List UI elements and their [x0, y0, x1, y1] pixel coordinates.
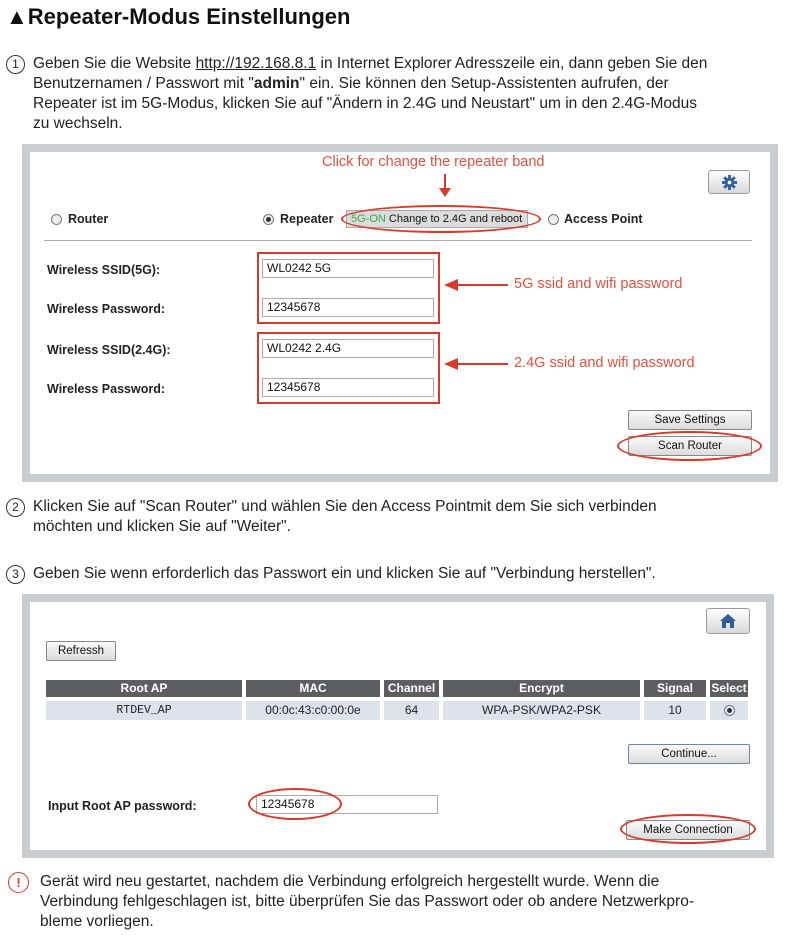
settings-button[interactable] — [708, 170, 750, 194]
step-number-2: 2 — [6, 498, 25, 517]
password-24g-label: Wireless Password: — [47, 382, 165, 396]
step-1-text: " ein. Sie können den Setup-Assistenten aufrufen, der — [299, 75, 669, 92]
access-point-label: Access Point — [564, 212, 643, 226]
warning-text: bleme vorliegen. — [40, 913, 154, 930]
table-cell-mac: 00:0c:43:c0:00:0e — [246, 701, 380, 720]
step-1 — [6, 54, 796, 140]
step-3-text: Geben Sie wenn erforderlich das Passwort ein und klicken Sie auf "Verbindung herstellen". — [33, 565, 656, 582]
page-title: ▲Repeater-Modus Einstellungen — [6, 4, 351, 29]
repeater-radio[interactable] — [263, 214, 274, 225]
router-radio[interactable] — [51, 214, 62, 225]
warning-text: Gerät wird neu gestartet, nachdem die Verbindung erfolgreich hergestellt wurde. Wenn die — [40, 873, 660, 890]
save-settings-button[interactable]: Save Settings — [628, 410, 752, 430]
password-highlight-ellipse — [248, 788, 342, 820]
step-2-text: möchten und klicken Sie auf "Weiter". — [33, 518, 291, 535]
ssid-5g-highlight — [257, 252, 440, 324]
table-header-root-ap: Root AP — [46, 680, 242, 697]
table-cell-signal: 10 — [644, 701, 706, 720]
step-1-text: zu wechseln. — [33, 115, 123, 132]
step-1-text: in Internet Explorer Adresszeile ein, dann geben Sie den — [316, 55, 708, 72]
step-2 — [6, 497, 796, 537]
step-2-text: Klicken Sie auf "Scan Router" und wählen Sie den Access Pointmit dem Sie sich verbinden — [33, 498, 657, 515]
admin-credential: admin — [253, 75, 300, 92]
table-cell-root-ap: RTDEV_AP — [46, 701, 242, 720]
refresh-button[interactable]: Refressh — [46, 641, 116, 661]
step-number-1: 1 — [6, 55, 25, 74]
table-header-channel: Channel — [384, 680, 439, 697]
table-cell-channel: 64 — [384, 701, 439, 720]
band-status: 5G-ON — [351, 213, 386, 225]
scan-highlight-ellipse — [617, 431, 762, 461]
table-cell-select — [710, 701, 748, 720]
password-24g-input[interactable]: 12345678 — [262, 378, 434, 397]
scan-router-button[interactable]: Scan Router — [628, 436, 752, 456]
ssid-24g-highlight — [257, 332, 440, 404]
table-header-select: Select — [711, 681, 747, 695]
table-cell-encrypt: WPA-PSK/WPA2-PSK — [443, 701, 640, 720]
home-icon — [719, 613, 737, 629]
step-1-text: Repeater ist im 5G-Modus, klicken Sie auf "Ändern in 2.4G und Neustart" um in den 2.4G-Modus — [33, 95, 698, 112]
step-1-text: Benutzernamen / Passwort mit " — [33, 75, 254, 92]
ssid-24g-label: Wireless SSID(2.4G): — [47, 343, 171, 357]
annotation-24g: 2.4G ssid and wifi password — [514, 355, 695, 371]
table-header-encrypt: Encrypt — [443, 680, 640, 697]
table-header-mac: MAC — [246, 680, 380, 697]
annotation-band: Click for change the repeater band — [322, 154, 545, 170]
warning-text: Verbindung fehlgeschlagen ist, bitte überprüfen Sie das Passwort oder ob andere Netzwerkpro- — [40, 893, 694, 910]
band-button-label: Change to 2.4G and reboot — [388, 213, 523, 225]
step-3 — [6, 564, 796, 586]
gear-icon — [722, 175, 737, 190]
step-1-text: Geben Sie die Website — [33, 55, 196, 72]
password-5g-label: Wireless Password: — [47, 302, 165, 316]
home-button[interactable] — [706, 608, 750, 634]
band-highlight-ellipse — [341, 205, 541, 233]
router-label: Router — [68, 212, 109, 226]
root-ap-password-label: Input Root AP password: — [48, 799, 197, 813]
repeater-label: Repeater — [280, 212, 334, 226]
root-ap-password-input[interactable]: 12345678 — [256, 795, 438, 814]
warning-note — [6, 872, 798, 936]
router-url-link[interactable]: http://192.168.8.1 — [195, 55, 317, 72]
arrow-down-icon — [438, 174, 452, 198]
ssid-24g-input[interactable]: WL0242 2.4G — [262, 339, 434, 358]
access-point-radio[interactable] — [548, 214, 559, 225]
select-ap-radio[interactable] — [724, 705, 735, 716]
warning-icon: ! — [8, 872, 29, 893]
arrow-left-icon — [444, 278, 508, 292]
table-header-signal: Signal — [644, 680, 706, 697]
ssid-5g-label: Wireless SSID(5G): — [47, 263, 161, 277]
make-connection-button[interactable]: Make Connection — [626, 820, 750, 840]
annotation-5g: 5G ssid and wifi password — [514, 276, 683, 292]
connect-highlight-ellipse — [620, 814, 756, 844]
scan-results-panel — [22, 594, 774, 858]
repeater-settings-panel — [22, 144, 778, 482]
divider — [44, 240, 752, 241]
step-number-3: 3 — [6, 565, 25, 584]
ssid-5g-input[interactable]: WL0242 5G — [262, 259, 434, 278]
arrow-left-icon — [444, 357, 508, 371]
continue-button[interactable]: Continue... — [628, 744, 750, 764]
password-5g-input[interactable]: 12345678 — [262, 298, 434, 317]
